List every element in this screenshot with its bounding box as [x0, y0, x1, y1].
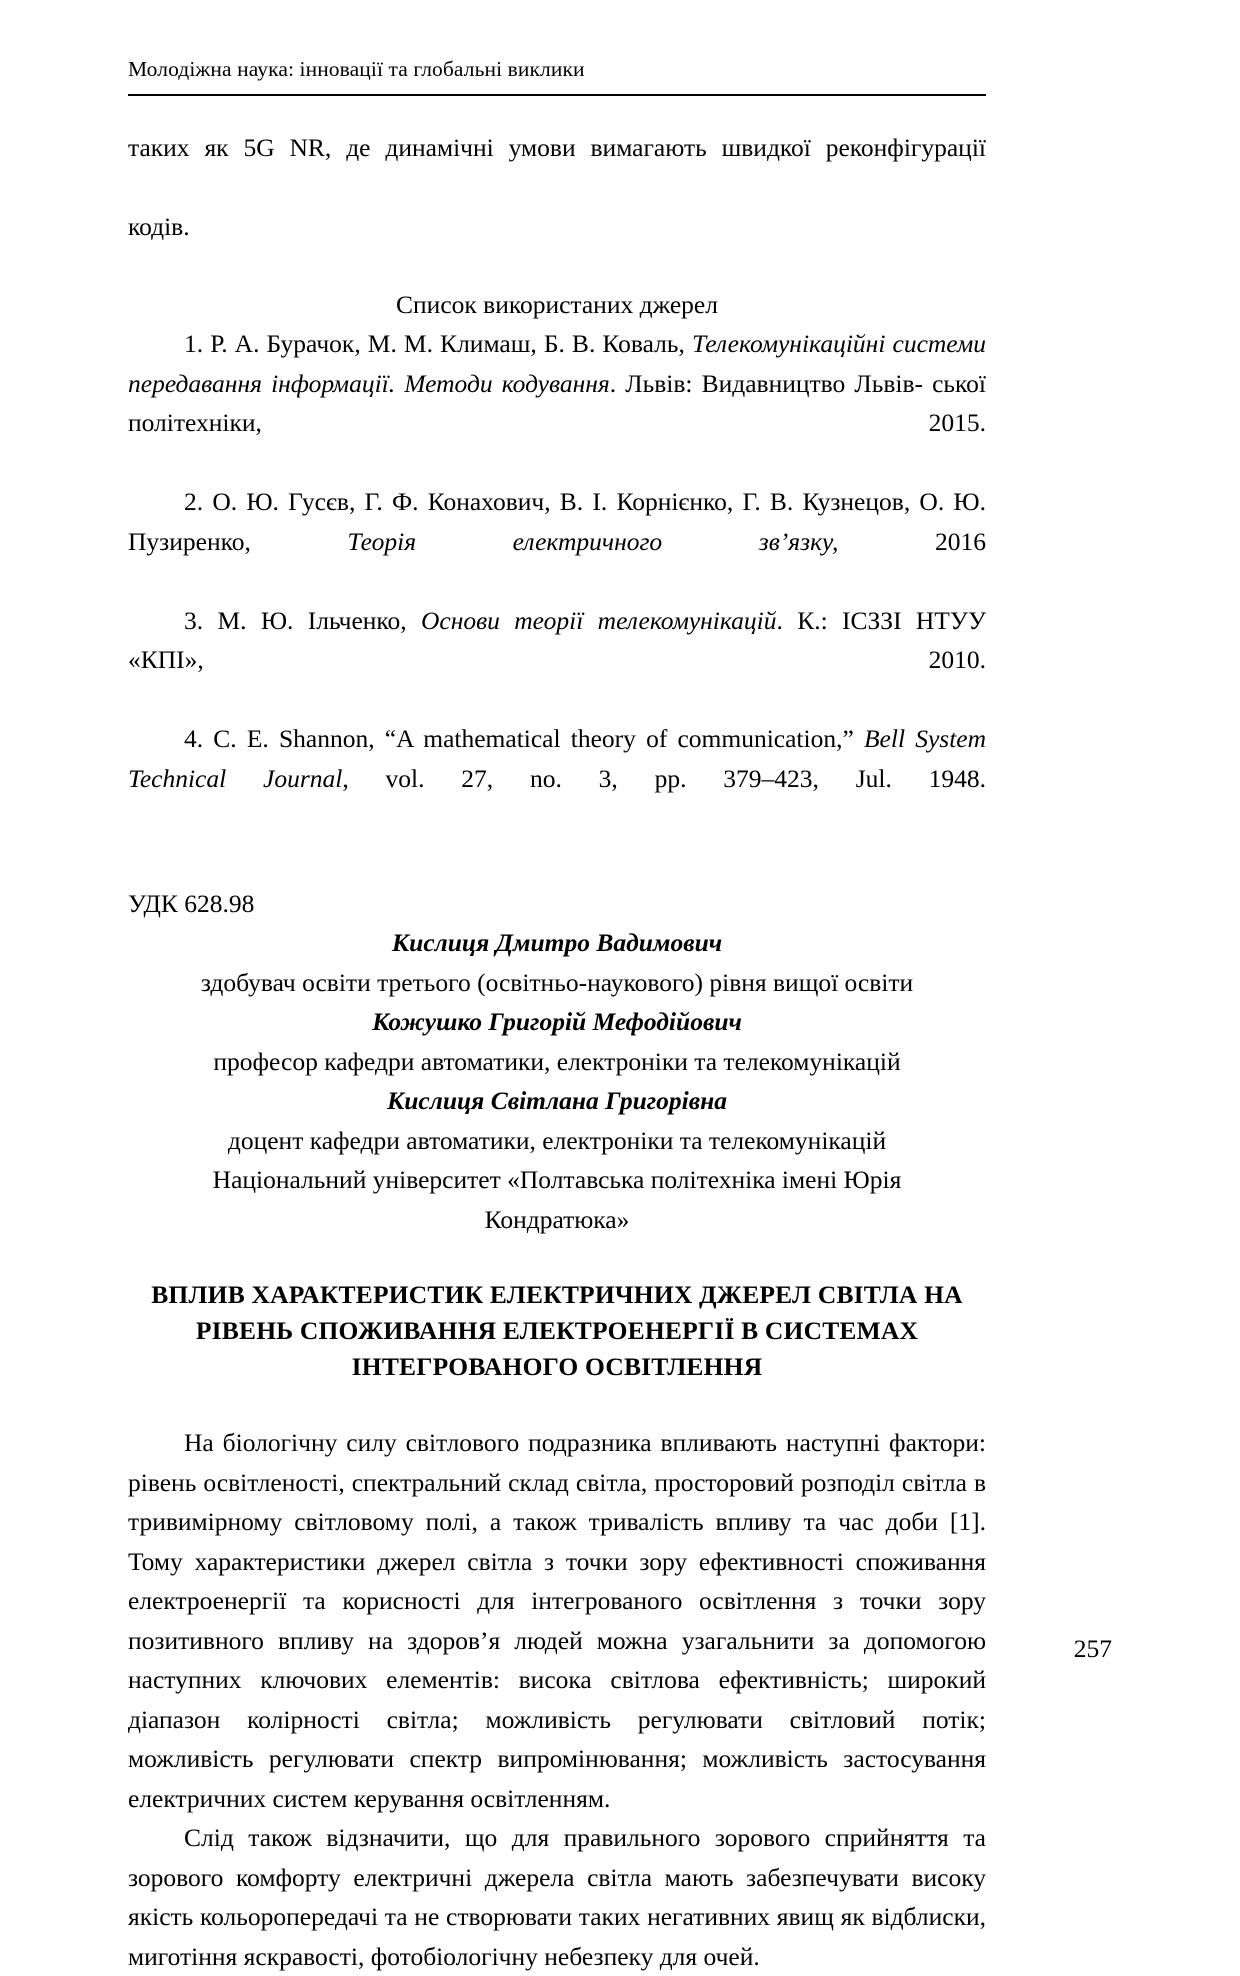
- author-affiliation-1: здобувач освіти третього (освітньо-наукового) рівня вищої освіти: [200, 967, 914, 997]
- article-title-line-1: ВПЛИВ ХАРАКТЕРИСТИК ЕЛЕКТРИЧНИХ ДЖЕРЕЛ СВІТЛА НА: [151, 1280, 963, 1309]
- reference-item-3: [128, 601, 986, 720]
- running-head: [128, 57, 988, 82]
- page-number: 257: [1073, 1634, 1112, 1663]
- spacer: [128, 1239, 986, 1277]
- reference-number: 3.: [184, 605, 204, 635]
- author-affiliation-2: професор кафедри автоматики, електроніки та телекомунікацій: [213, 1046, 901, 1076]
- article-title-line-2: РІВЕНЬ СПОЖИВАННЯ ЕЛЕКТРОЕНЕРГІЇ В СИСТЕМАХ: [195, 1316, 919, 1345]
- reference-text-pre: C. E. Shannon, “A mathematical theory of communication,”: [203, 724, 864, 753]
- reference-text-post: . К.: ІСЗЗІ НТУУ «КПІ», 2010.: [128, 605, 986, 674]
- continuation-paragraph-end: [128, 207, 986, 247]
- reference-text-post: 2016: [838, 526, 987, 556]
- spacer: [128, 247, 986, 285]
- author-affiliation-3: доцент кафедри автоматики, електроніки та телекомунікацій: [227, 1125, 887, 1155]
- reference-title-italic: Теорія електричного зв’язку,: [347, 526, 839, 556]
- continuation-line-2: кодів.: [128, 212, 190, 241]
- reference-text-post: . Львів: Видавництво Львів- ської політехніки, 2015.: [128, 368, 986, 437]
- institution-line-2: Кондратюка»: [484, 1204, 630, 1234]
- spacer: [128, 838, 986, 884]
- reference-title-italic: Основи теорії телекомунікацій: [420, 605, 777, 635]
- body-paragraph-1: На біологічну силу світлового подразника впливають наступні фактори: рівень освітленості, спектральний склад світла, просторовий розподіл світла в тривимірному світловому полі, а також тривалість впливу та час доби [1]. Тому характеристики джерел світла з точки зору ефективності споживання електроенергії та корисності для інтегрованого освітлення з точки зору позитивного впливу на здоров’я людей можна узагальнити за допомогою наступних ключових елементів: висока світлова ефективність; широкий діапазон колірності світла; можливість регулювати світловий потік; можливість регулювати спектр випромінювання; можливість застосування електричних систем керування освітленням.: [128, 1428, 986, 1813]
- reference-item-1: [128, 324, 986, 482]
- reference-title-italic: Bell System Technical Journal: [128, 724, 987, 793]
- reference-item-2: [128, 482, 986, 601]
- running-head-text: Молодіжна наука: інновації та глобальні виклики: [128, 57, 585, 81]
- institution-line-1: Національний університет «Полтавська політехніка імені Юрія: [212, 1165, 902, 1194]
- reference-number: 1.: [184, 329, 204, 358]
- author-block: [128, 923, 986, 1239]
- author-name-1: Кислиця Дмитро Вадимович: [391, 928, 723, 957]
- reference-number: 4.: [184, 724, 204, 753]
- reference-item-4: [128, 719, 986, 838]
- spacer: [128, 1385, 986, 1423]
- udc-code: УДК 628.98: [128, 888, 255, 918]
- reference-text-pre: М. Ю. Ільченко,: [203, 605, 421, 635]
- body-paragraph-2: Слід також відзначити, що для правильного зорового сприйняття та зорового комфорту електричні джерела світла мають забезпечувати високу якість кольоропередачі та не створювати таких негативних явищ як відблиски, миготіння яскравості, фотобіологічну небезпеку для очей.: [128, 1823, 986, 1971]
- references-heading: Список використаних джерел: [396, 289, 718, 319]
- article-title-line-3: ІНТЕГРОВАНОГО ОСВІТЛЕННЯ: [351, 1352, 763, 1381]
- reference-number: 2.: [184, 487, 204, 516]
- author-name-2: Кожушко Григорій Мефодійович: [372, 1007, 742, 1036]
- continuation-paragraph: [128, 128, 986, 207]
- page-content: [128, 128, 986, 1976]
- reference-text-pre: О. Ю. Гусєв, Г. Ф. Конахович, В. І. Корнієнко, Г. В. Кузнецов, О. Ю. Пузиренко,: [128, 487, 986, 556]
- reference-text-pre: Р. А. Бурачок, М. М. Климаш, Б. В. Коваль,: [203, 329, 692, 358]
- reference-title-italic: Телекомунікаційні системи передавання інформації. Методи кодування: [128, 329, 987, 398]
- header-divider: [128, 94, 986, 96]
- reference-text-post: , vol. 27, no. 3, pp. 379–423, Jul. 1948.: [342, 763, 987, 793]
- article-title: [128, 1277, 986, 1385]
- continuation-line-1: таких як 5G NR, де динамічні умови вимагають швидкої реконфігурації: [128, 133, 986, 162]
- author-name-3: Кислиця Світлана Григорівна: [386, 1086, 728, 1115]
